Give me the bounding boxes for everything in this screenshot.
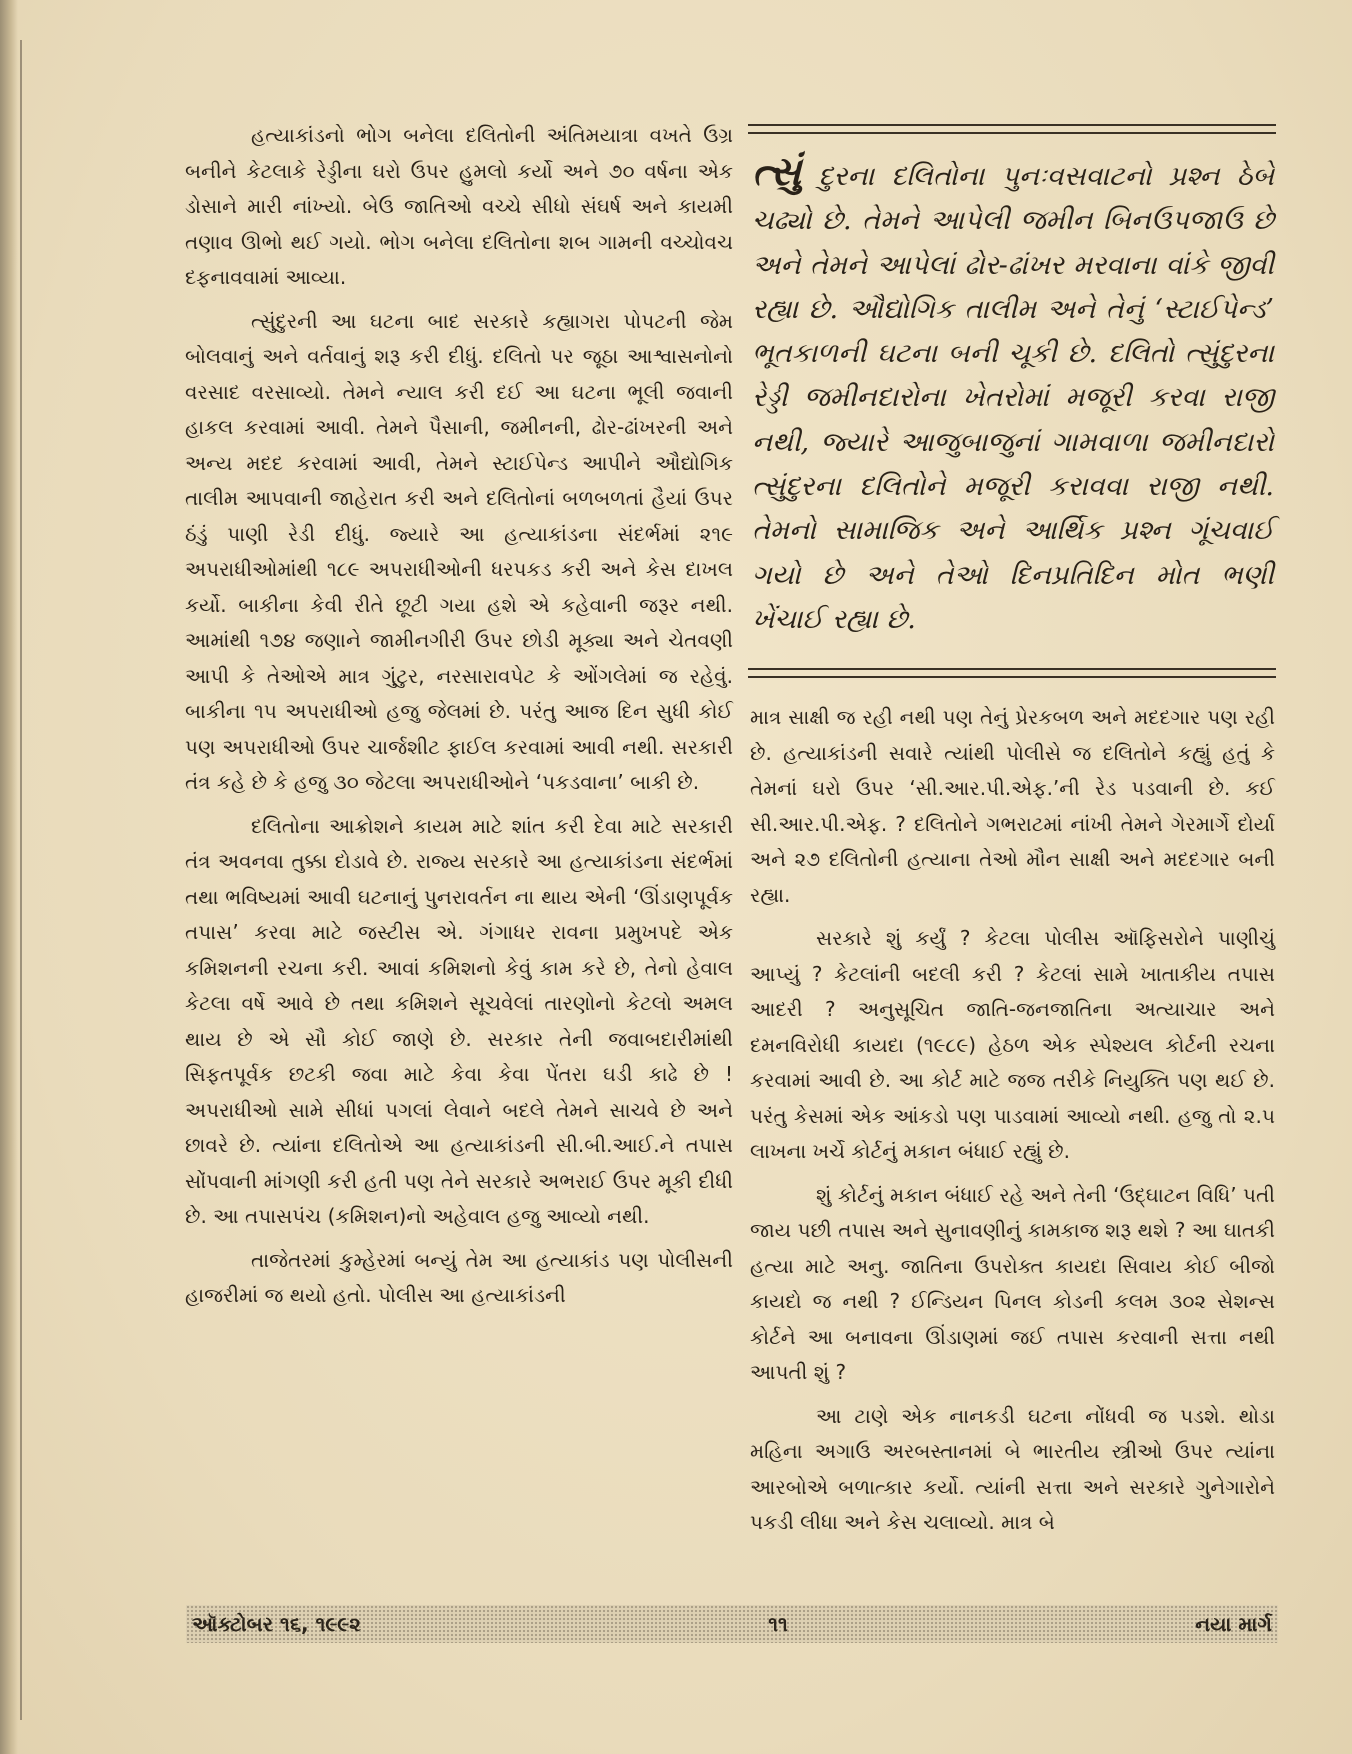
pull-quote-bottom-rule <box>748 668 1276 678</box>
pull-quote-text: દુરના દલિતોના પુનઃવસવાટનો પ્રશ્ન ઠેબે ચઢ્યો છે. તેમને આપેલી જમીન બિનઉપજાઉ છે અને તેમને આપેલાં ઢોર-ઢાંખર મરવાના વાંકે જીવી રહ્યા છે. ઔદ્યોગિક તાલીમ અને તેનું ‘સ્ટાઈપેન્ડ’ ભૂતકાળની ઘટના બની ચૂકી છે. દલિતો ત્સુંદુરના રેડ્ડી જમીનદારોના ખેતરોમાં મજૂરી કરવા રાજી નથી, જ્યારે આજુબાજુનાં ગામવાળા જમીનદારો ત્સુંદુરના દલિતોને મજૂરી કરાવવા રાજી નથી. તેમનો સામાજિક અને આર્થિક પ્રશ્ન ગૂંચવાઈ ગયો છે અને તેઓ દિનપ્રતિદિન મોત ભણી ખેંચાઈ રહ્યા છે. <box>752 161 1274 635</box>
footer-date: ઑક્ટોબર ૧૬, ૧૯૯૨ <box>192 1612 361 1636</box>
pull-quote <box>752 150 1274 642</box>
binding-line <box>20 40 22 1720</box>
page-footer <box>186 1605 1278 1643</box>
left-paragraph-1: હત્યાકાંડનો ભોગ બનેલા દલિતોની અંતિમયાત્રા વખતે ઉગ્ર બનીને કેટલાકે રેડ્ડીના ઘરો ઉપર હુમલો કર્યો અને ૭૦ વર્ષના એક ડોસાને મારી નાંખ્યો. બેઉ જાતિઓ વચ્ચે સીધો સંઘર્ષ અને કાયમી તણાવ ઊભો થઈ ગયો. ભોગ બનેલા દલિતોના શબ ગામની વચ્ચોવચ દફનાવવામાં આવ્યા. <box>185 123 733 289</box>
page-edge-shadow <box>0 0 18 1754</box>
magazine-name: નયા માર્ગ <box>1195 1612 1272 1636</box>
right-paragraph-2: સરકારે શું કર્યું ? કેટલા પોલીસ ઑફિસરોને પાણીચું આપ્યું ? કેટલાંની બદલી કરી ? કેટલાં સામે ખાતાકીય તપાસ આદરી ? અનુસૂચિત જાતિ-જનજાતિના અત્યાચાર અને દમનવિરોધી કાયદા (૧૯૮૯) હેઠળ એક સ્પેશ્યલ કોર્ટની રચના કરવામાં આવી છે. આ કોર્ટ માટે જજ તરીકે નિયુક્તિ પણ થઈ છે. પરંતુ કેસમાં એક આંકડો પણ પાડવામાં આવ્યો નથી. હજુ તો ૨.૫ લાખના ખર્ચે કોર્ટનું મકાન બંધાઈ રહ્યું છે. <box>750 926 1275 1163</box>
left-paragraph-4: તાજેતરમાં કુમ્હેરમાં બન્યું તેમ આ હત્યાકાંડ પણ પોલીસની હાજરીમાં જ થયો હતો. પોલીસ આ હત્યાકાંડની <box>185 1247 733 1307</box>
pull-quote-top-rule <box>748 124 1276 134</box>
left-paragraph-3: દલિતોના આક્રોશને કાયમ માટે શાંત કરી દેવા માટે સરકારી તંત્ર અવનવા તુક્કા દોડાવે છે. રાજ્ય સરકારે આ હત્યાકાંડના સંદર્ભમાં તથા ભવિષ્યમાં આવી ઘટનાનું પુનરાવર્તન ના થાય એની ‘ઊંડાણપૂર્વક તપાસ’ કરવા માટે જસ્ટીસ એ. ગંગાધર રાવના પ્રમુખપદે એક કમિશનની રચના કરી. આવાં કમિશનો કેવું કામ કરે છે, તેનો હેવાલ કેટલા વર્ષે આવે છે તથા કમિશને સૂચવેલાં તારણોનો કેટલો અમલ થાય છે એ સૌ કોઈ જાણે છે. સરકાર તેની જવાબદારીમાંથી સિફતપૂર્વક છટકી જવા માટે કેવા કેવા પેંતરા ઘડી કાઢે છે ! અપરાધીઓ સામે સીધાં પગલાં લેવાને બદલે તેમને સાચવે છે અને છાવરે છે. ત્યાંના દલિતોએ આ હત્યાકાંડની સી.બી.આઈ.ને તપાસ સોંપવાની માંગણી કરી હતી પણ તેને સરકારે અભરાઈ ઉપર મૂકી દીધી છે. આ તપાસપંચ (કમિશન)નો અહેવાલ હજુ આવ્યો નથી. <box>185 813 733 1228</box>
right-paragraph-1: માત્ર સાક્ષી જ રહી નથી પણ તેનું પ્રેરકબળ અને મદદગાર પણ રહી છે. હત્યાકાંડની સવારે ત્યાંથી પોલીસે જ દલિતોને કહ્યું હતું કે તેમનાં ઘરો ઉપર ‘સી.આર.પી.એફ.’ની રેડ પડવાની છે. કઈ સી.આર.પી.એફ. ? દલિતોને ગભરાટમાં નાંખી તેમને ગેરમાર્ગે દોર્યા અને ૨૭ દલિતોની હત્યાના તેઓ મૌન સાક્ષી અને મદદગાર બની રહ્યા. <box>750 705 1275 907</box>
page-number: ૧૧ <box>768 1612 788 1636</box>
pull-quote-dropcap: ત્સું <box>752 148 802 195</box>
right-paragraph-4: આ ટાણે એક નાનકડી ઘટના નોંધવી જ પડશે. થોડા મહિના અગાઉ અરબસ્તાનમાં બે ભારતીય સ્ત્રીઓ ઉપર ત્યાંના આરબોએ બળાત્કાર કર્યો. ત્યાંની સત્તા અને સરકારે ગુનેગારોને પકડી લીધા અને કેસ ચલાવ્યો. માત્ર બે <box>750 1403 1275 1534</box>
right-paragraph-3: શું કોર્ટનું મકાન બંધાઈ રહે અને તેની ‘ઉદ્ઘાટન વિધિ’ પતી જાય પછી તપાસ અને સુનાવણીનું કામકાજ શરૂ થશે ? આ ઘાતકી હત્યા માટે અનુ. જાતિના ઉપરોક્ત કાયદા સિવાય કોઈ બીજો કાયદો જ નથી ? ઈન્ડિયન પિનલ કોડની કલમ ૩૦૨ સેશન્સ કોર્ટને આ બનાવના ઊંડાણમાં જઈ તપાસ કરવાની સત્તા નથી આપતી શું ? <box>750 1182 1275 1384</box>
left-paragraph-2: ત્સુંદુરની આ ઘટના બાદ સરકારે કહ્યાગરા પોપટની જેમ બોલવાનું અને વર્તવાનું શરૂ કરી દીધું. દલિતો પર જૂઠા આશ્વાસનોનો વરસાદ વરસાવ્યો. તેમને ન્યાલ કરી દઈ આ ઘટના ભૂલી જવાની હાકલ કરવામાં આવી. તેમને પૈસાની, જમીનની, ઢોર-ઢાંખરની અને અન્ય મદદ કરવામાં આવી, તેમને સ્ટાઈપેન્ડ આપીને ઔદ્યોગિક તાલીમ આપવાની જાહેરાત કરી અને દલિતોનાં બળબળતાં હૈયાં ઉપર ઠંડું પાણી રેડી દીધું. જ્યારે આ હત્યાકાંડના સંદર્ભમાં ૨૧૯ અપરાધીઓમાંથી ૧૮૯ અપરાધીઓની ધરપકડ કરી અને કેસ દાખલ કર્યો. બાકીના કેવી રીતે છૂટી ગયા હશે એ કહેવાની જરૂર નથી. આમાંથી ૧૭૪ જણાને જામીનગીરી ઉપર છોડી મૂક્યા અને ચેતવણી આપી કે તેઓએ માત્ર ગુંટુર, નરસારાવપેટ કે ઓંગલેમાં જ રહેવું. બાકીના ૧૫ અપરાધીઓ હજુ જેલમાં છે. પરંતુ આજ દિન સુધી કોઈ પણ અપરાધીઓ ઉપર ચાર્જશીટ ફાઈલ કરવામાં આવી નથી. સરકારી તંત્ર કહે છે કે હજુ ૩૦ જેટલા અપરાધીઓને ‘પકડવાના’ બાકી છે. <box>185 308 733 794</box>
right-column <box>750 700 1275 1549</box>
left-column <box>185 118 733 1322</box>
